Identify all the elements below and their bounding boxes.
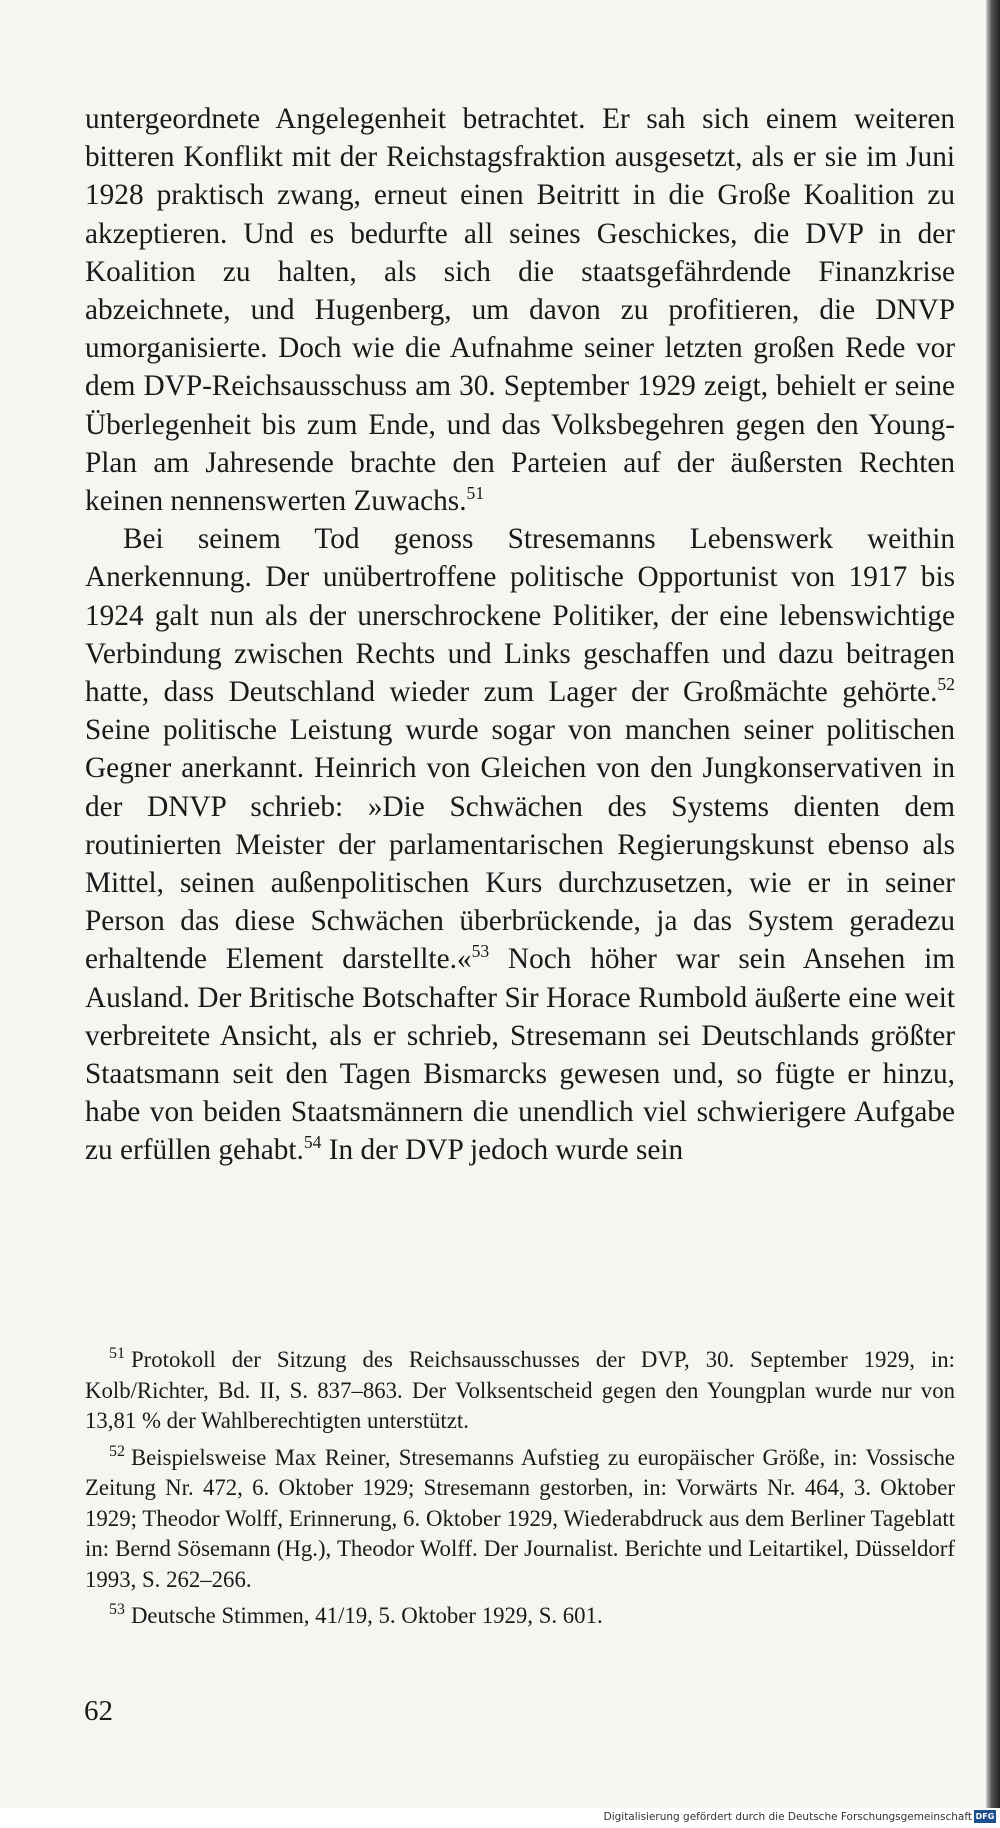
page-number: 62 xyxy=(84,1695,113,1727)
footnote-number: 52 xyxy=(109,1442,125,1460)
paragraph-1 xyxy=(85,100,955,520)
dfg-logo-icon: DFG xyxy=(975,1812,995,1821)
footnote-text: Deutsche Stimmen, 41/19, 5. Oktober 1929, S. 601. xyxy=(130,1603,603,1628)
footnote-ref-52[interactable]: 52 xyxy=(937,674,955,695)
footnotes xyxy=(85,1345,955,1638)
page-edge-shadow xyxy=(986,0,1000,1808)
footnote-ref-53[interactable]: 53 xyxy=(471,941,490,962)
footnote-52 xyxy=(85,1443,955,1596)
footnote-text: Beispielsweise Max Reiner, Stresemanns Aufstieg zu europäischer Größe, in: Vossische Zeitung Nr. 472, 6. Oktober 1929; Stresemann gestorben, in: Vorwärts Nr. 464, 3. Oktober 1929; Theodor Wolff, Erinnerung, 6. Oktober 1929, Wiederabdruck aus dem Berliner Tageblatt in: Bernd Sösemann (Hg.), Theodor Wolff. Der Journalist. Berichte und Leitartikel, Düsseldorf 1993, S. 262–266. xyxy=(85,1444,955,1592)
footnote-ref-54[interactable]: 54 xyxy=(303,1132,322,1153)
footnote-text: Protokoll der Sitzung des Reichsausschusses der DVP, 30. September 1929, in: Kolb/Richter, Bd. II, S. 837–863. Der Volksentscheid gegen den Youngplan wurde nur von 13,81 % der Wahlberechtigten unterstützt. xyxy=(85,1347,955,1433)
paragraph-2-text-b: Seine politische Leistung wurde sogar von manchen seiner politischen Gegner anerkannt. Heinrich von Gleichen von den Jungkonservativen in der DNVP schrieb: »Die Schwächen des Systems dienten dem routinierten Meister der parlamentarischen Regierungskunst ebenso als Mittel, seinen außenpolitischen Kurs durchzusetzen, wie er in seiner Person das diese Schwächen überbrückende, ja das System geradezu erhaltende Element darstellte.« xyxy=(85,714,955,976)
footnote-ref-51[interactable]: 51 xyxy=(466,483,485,504)
footnote-53 xyxy=(85,1601,955,1632)
paragraph-2-text-d: In der DVP jedoch wurde sein xyxy=(321,1134,684,1167)
paragraph-1-text: untergeordnete Angelegenheit betrachtet. Er sah sich einem weiteren bitteren Konflikt mit der Reichstagsfraktion ausgesetzt, als er sie im Juni 1928 praktisch zwang, erneut einen Beitritt in die Große Koalition zu akzeptieren. Und es bedurfte all seines Geschickes, die DVP in der Koalition zu halten, als sich die staatsgefährdende Finanzkrise abzeichnete, und Hugenberg, um davon zu profitieren, die DNVP umorganisierte. Doch wie die Aufnahme seiner letzten großen Rede vor dem DVP-Reichsausschuss am 30. September 1929 zeigt, behielt er seine Überlegenheit bis zum Ende, und das Volksbegehren gegen den Young-Plan am Jahresende brachte den Parteien auf der äußersten Rechten keinen nennenswerten Zuwachs. xyxy=(85,103,955,518)
footnote-number: 53 xyxy=(109,1601,125,1619)
footnote-51 xyxy=(85,1345,955,1437)
body-text xyxy=(85,100,955,1170)
paragraph-2-text-c: Noch höher war sein Ansehen im Ausland. Der Britische Botschafter Sir Horace Rumbold äußerte eine weit verbreitete Ansicht, als er schrieb, Stresemann sei Deutschlands größter Staatsmann seit den Tagen Bismarcks gewesen und, so fügte er hinzu, habe von beiden Staatsmännern die unendlich viel schwierigere Aufgabe zu erfüllen gehabt. xyxy=(85,943,956,1167)
paragraph-2-text-a: Bei seinem Tod genoss Stresemanns Lebenswerk weithin Anerkennung. Der unübertroffene politische Opportunist von 1917 bis 1924 galt nun als der unerschrockene Politiker, der eine lebenswichtige Verbindung zwischen Rechts und Links geschaffen und dazu beitragen hatte, dass Deutschland wieder zum Lager der Großmächte gehörte. xyxy=(85,523,955,709)
footnote-number: 51 xyxy=(109,1345,125,1363)
digitization-note: Digitalisierung gefördert durch die Deutsche Forschungsgemeinschaft xyxy=(603,1811,972,1823)
paragraph-2 xyxy=(85,520,955,1169)
